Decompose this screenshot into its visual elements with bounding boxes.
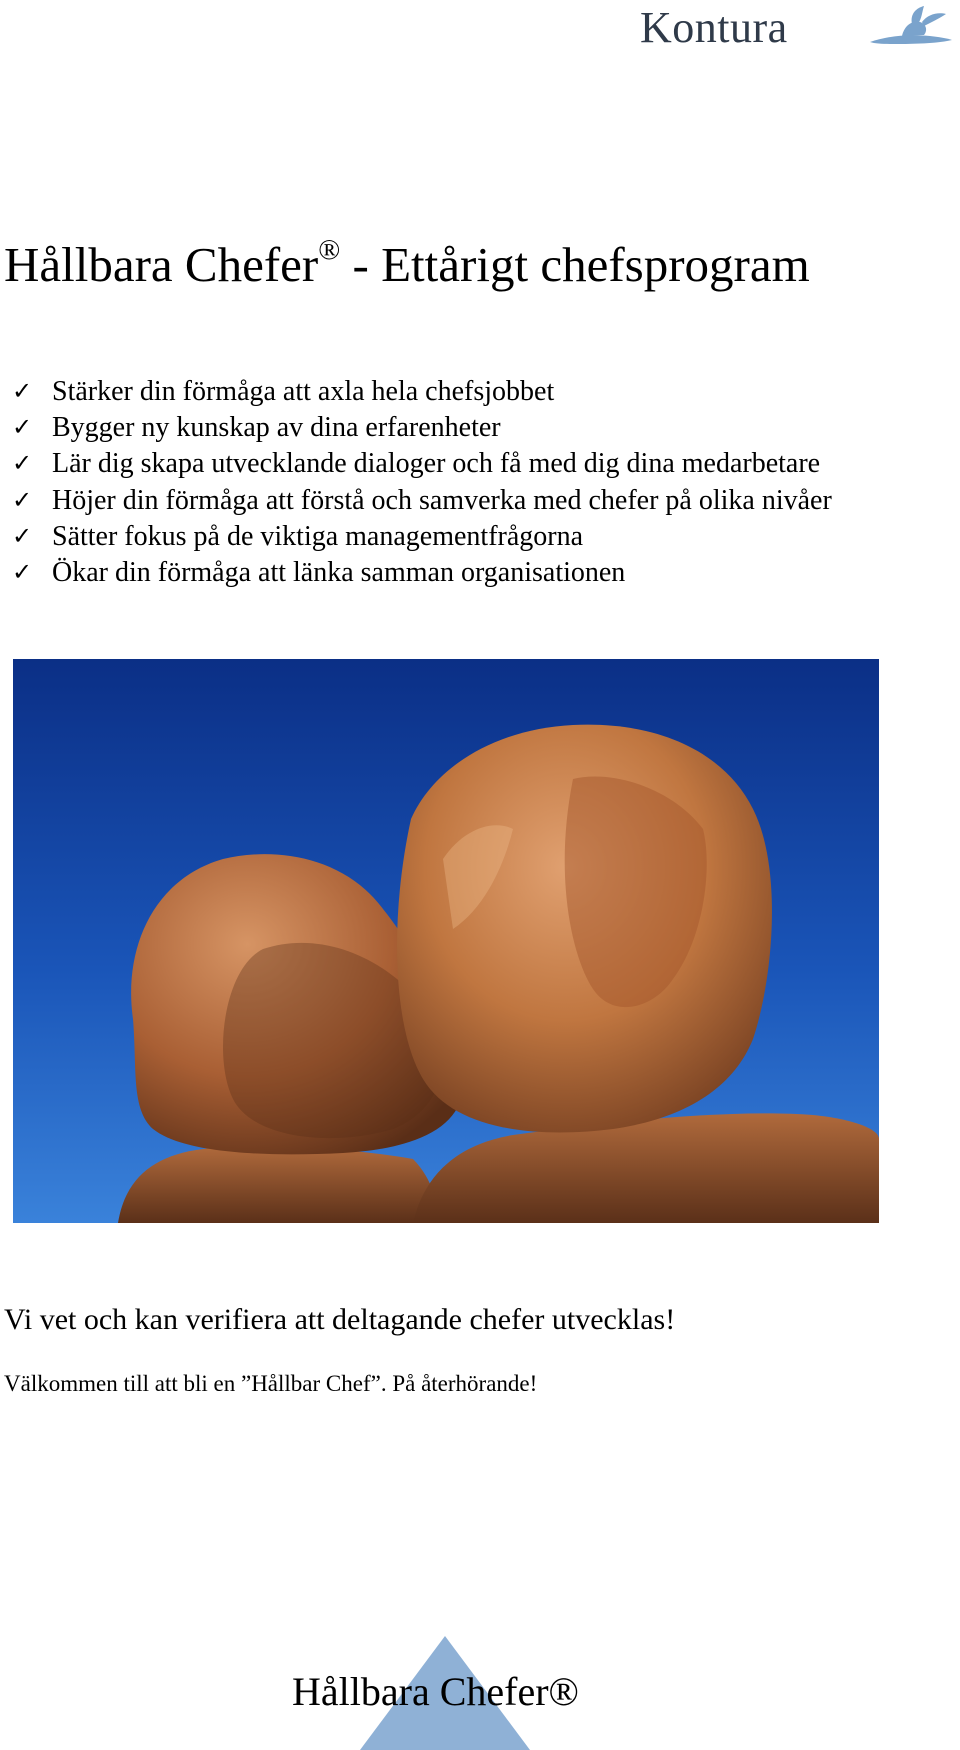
list-item	[12, 483, 832, 519]
kontura-logo	[636, 2, 956, 52]
list-item-text: Sätter fokus på de viktiga managementfrågorna	[52, 520, 584, 552]
check-icon: ✓	[12, 451, 33, 478]
check-icon: ✓	[12, 415, 33, 442]
tagline: Vi vet och kan verifiera att deltagande chefer utvecklas!	[4, 1303, 676, 1336]
title-subtitle: - Ettårigt chefsprogram	[340, 237, 810, 292]
title-main: Hållbara Chefer	[4, 237, 319, 292]
boulders-photo	[13, 659, 879, 1223]
check-icon: ✓	[12, 560, 33, 587]
list-item-text: Lär dig skapa utvecklande dialoger och få med dig dina medarbetare	[52, 448, 821, 480]
check-icon: ✓	[12, 523, 33, 550]
list-item-text: Höjer din förmåga att förstå och samverka med chefer på olika nivåer	[52, 484, 832, 516]
list-item	[12, 519, 832, 555]
page-title	[4, 236, 810, 293]
registered-mark: ®	[318, 234, 341, 266]
list-item-text: Stärker din förmåga att axla hela chefsjobbet	[52, 376, 555, 407]
check-icon: ✓	[12, 487, 33, 514]
list-item	[12, 446, 832, 482]
list-item	[12, 374, 832, 410]
list-item-text: Bygger ny kunskap av dina erfarenheter	[52, 412, 501, 444]
list-item	[12, 410, 832, 446]
logo-text: Kontura	[640, 3, 788, 52]
list-item-text: Ökar din förmåga att länka samman organisationen	[52, 557, 626, 589]
bird-icon	[868, 4, 954, 48]
check-icon: ✓	[12, 379, 33, 405]
welcome-text: Välkommen till att bli en ”Hållbar Chef”. På återhörande!	[4, 1371, 538, 1396]
footer-brand: Hållbara Chefer®	[292, 1669, 579, 1714]
benefits-list	[12, 374, 832, 591]
list-item	[12, 555, 832, 591]
